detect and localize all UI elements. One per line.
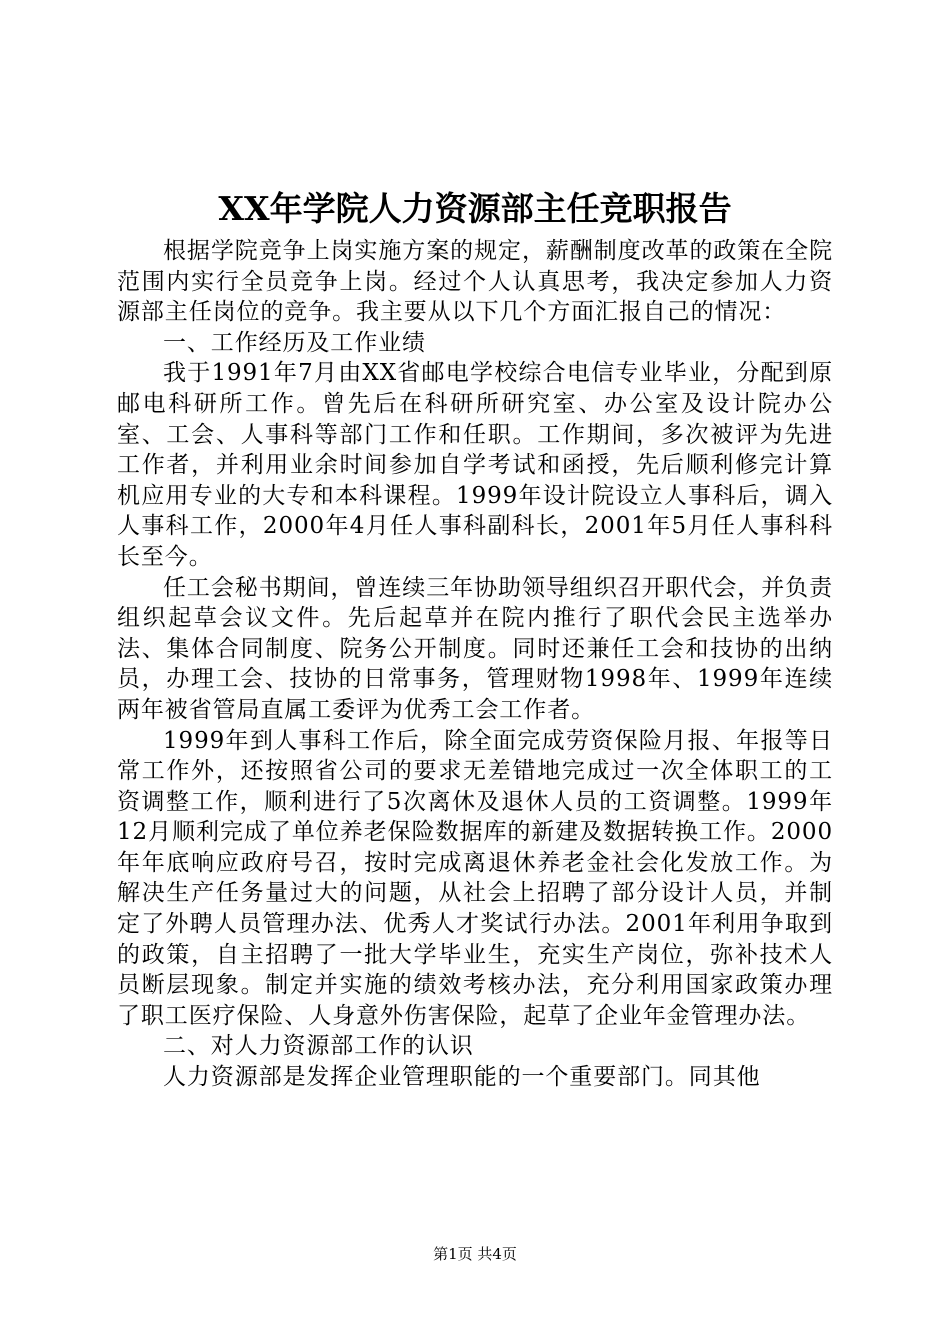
document-title: XX年学院人力资源部主任竞职报告	[218, 189, 732, 228]
hr-role-paragraph: 人力资源部是发挥企业管理职能的一个重要部门。同其他	[163, 1064, 761, 1091]
document-body	[117, 236, 833, 1093]
intro-paragraph: 根据学院竞争上岗实施方案的规定，薪酬制度改革的政策在全院范围内实行全员竞争上岗。经过个人认真思考，我决定参加人力资源部主任岗位的竞争。我主要从以下几个方面汇报自己的情况：	[117, 238, 833, 326]
section-heading-hr-understanding: 二、对人力资源部工作的认识	[163, 1033, 474, 1060]
union-secretary-paragraph: 任工会秘书期间，曾连续三年协助领导组织召开职代会，并负责组织起草会议文件。先后起草并在院内推行了职代会民主选举办法、集体合同制度、院务公开制度。同时还兼任工会和技协的出纳员，办理工会、技协的日常事务，管理财物1998年、1999年连续两年被省管局直属工委评为优秀工会工作者。	[117, 574, 833, 723]
hr-achievements-paragraph: 1999年到人事科工作后，除全面完成劳资保险月报、年报等日常工作外，还按照省公司的要求无差错地完成过一次全体职工的工资调整工作，顺利进行了5次离休及退休人员的工资调整。1999年12月顺利完成了单位养老保险数据库的新建及数据转换工作。2000年年底响应政府号召，按时完成离退休养老金社会化发放工作。为解决生产任务量过大的问题，从社会上招聘了部分设计人员，并制定了外聘人员管理办法、优秀人才奖试行办法。2001年利用争取到的政策，自主招聘了一批大学毕业生，充实生产岗位，弥补技术人员断层现象。制定并实施的绩效考核办法，充分利用国家政策办理了职工医疗保险、人身意外伤害保险，起草了企业年金管理办法。	[117, 727, 833, 1029]
section-heading-work-experience: 一、工作经历及工作业绩	[163, 329, 426, 356]
work-history-paragraph: 我于1991年7月由XX省邮电学校综合电信专业毕业，分配到原邮电科研所工作。曾先后在科研所研究室、办公室及设计院办公室、工会、人事科等部门工作和任职。工作期间，多次被评为先进工作者，并利用业余时间参加自学考试和函授，先后顺利修完计算机应用专业的大专和本科课程。1999年设计院设立人事科后，调入人事科工作，2000年4月任人事科副科长，2001年5月任人事科科长至今。	[117, 360, 833, 570]
page-footer: 第1页 共4页	[433, 1245, 517, 1263]
